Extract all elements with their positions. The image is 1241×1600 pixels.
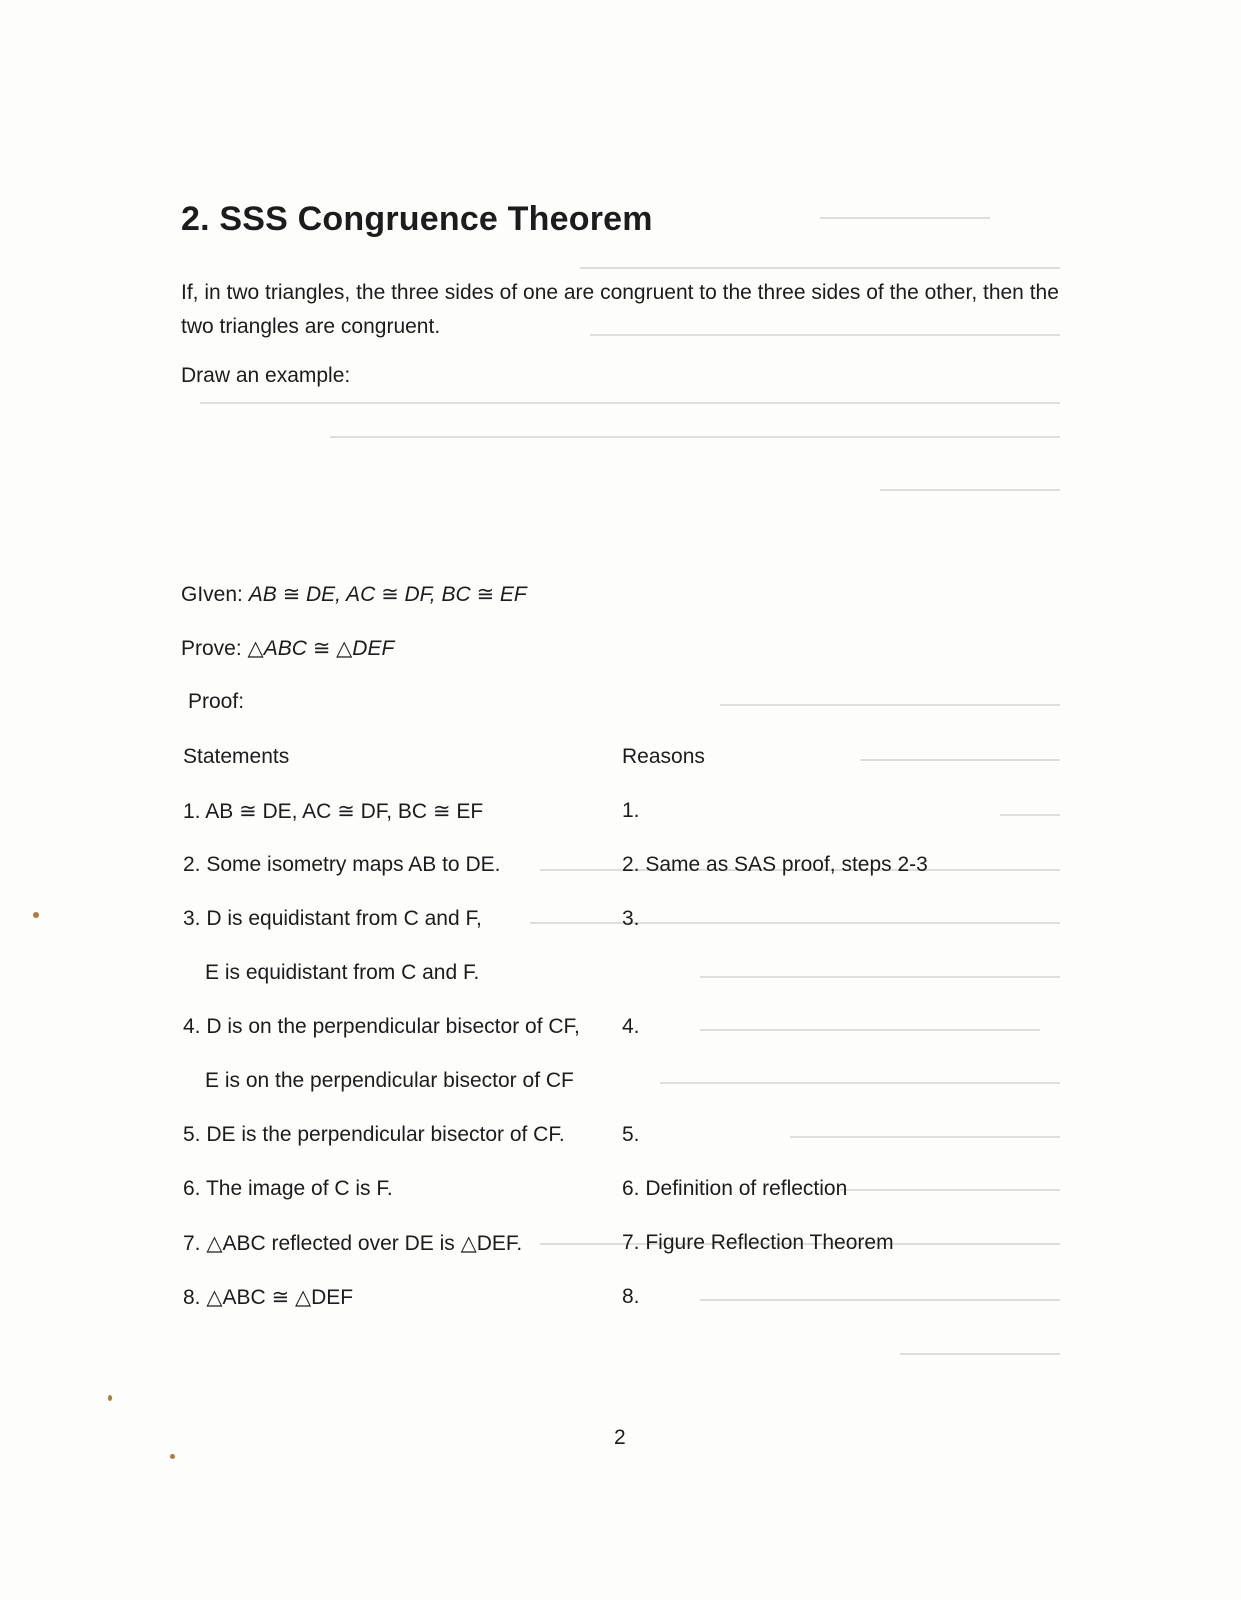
- statements-header: Statements: [183, 745, 290, 768]
- draw-example-label: Draw an example:: [181, 364, 351, 387]
- prove-statement: △ABC ≅ △DEF: [247, 637, 395, 660]
- statement-3: 3. D is equidistant from C and F,: [183, 907, 482, 930]
- statement-4: 4. D is on the perpendicular bisector of CF,: [183, 1015, 580, 1038]
- reason-6: 6. Definition of reflection: [622, 1177, 848, 1200]
- given-statement: AB ≅ DE, AC ≅ DF, BC ≅ EF: [248, 583, 527, 606]
- statement-8: 8. △ABC ≅ △DEF: [183, 1286, 354, 1309]
- theorem-statement: If, in two triangles, the three sides of one are congruent to the three sides of the other, then the two triangles are congruent.: [181, 281, 1059, 338]
- speck: [108, 1395, 112, 1401]
- statement-7: 7. △ABC reflected over DE is △DEF.: [183, 1232, 523, 1255]
- statement-1: 1. AB ≅ DE, AC ≅ DF, BC ≅ EF: [183, 800, 484, 823]
- reason-4: 4.: [622, 1015, 640, 1038]
- reasons-header: Reasons: [622, 745, 705, 768]
- statement-4-cont: E is on the perpendicular bisector of CF: [205, 1069, 574, 1092]
- reason-5: 5.: [622, 1123, 640, 1146]
- reason-2: 2. Same as SAS proof, steps 2-3: [622, 853, 928, 876]
- page-number: 2: [614, 1426, 626, 1449]
- given-line: [181, 582, 527, 607]
- reason-3: 3.: [622, 907, 640, 930]
- statement-3-cont: E is equidistant from C and F.: [205, 961, 480, 984]
- reason-8: 8.: [622, 1285, 640, 1308]
- speck: [33, 912, 39, 918]
- given-label: GIven:: [181, 583, 243, 606]
- statement-5: 5. DE is the perpendicular bisector of CF.: [183, 1123, 565, 1146]
- prove-line: [181, 636, 394, 661]
- proof-label: Proof:: [188, 690, 245, 713]
- speck: [170, 1454, 175, 1459]
- statement-2: 2. Some isometry maps AB to DE.: [183, 853, 501, 876]
- prove-label: Prove:: [181, 637, 242, 660]
- section-heading: 2. SSS Congruence Theorem: [181, 200, 653, 238]
- statement-6: 6. The image of C is F.: [183, 1177, 393, 1200]
- reason-7: 7. Figure Reflection Theorem: [622, 1231, 894, 1254]
- reason-1: 1.: [622, 799, 640, 822]
